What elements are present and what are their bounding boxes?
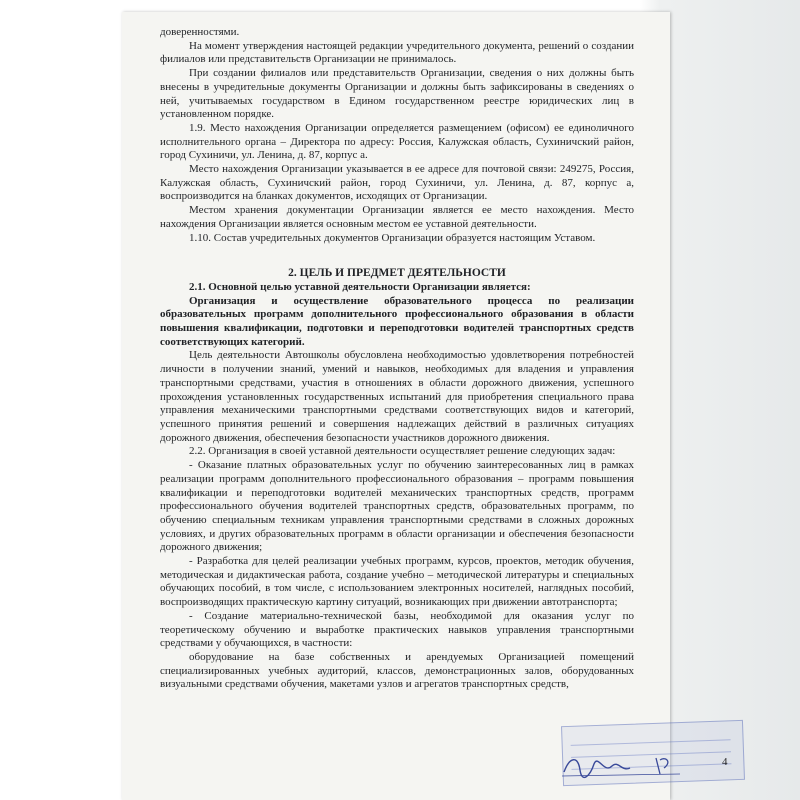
task-methodology: - Разработка для целей реализации учебных программ, курсов, проектов, методик обучения, методическая и дидактическая работа, создание учебно – методической литературы и специальных обучающих пособий, в том числе, с использованием электронных носителей, наглядных пособий, воспроизводящих практическую картину ситуаций, возникающих при движении автотранспорта; <box>160 555 634 609</box>
clause-1-10: 1.10. Состав учредительных документов Организации образуется настоящим Уставом. <box>189 231 596 244</box>
paragraph-postal-address: Место нахождения Организации указывается в ее адресе для почтовой связи: 249275, Россия, Калужская область, Сухиничский район, город Сухиничи, ул. Ленина, д. 87, корпус а, воспроизводится на бланках документов, исходящих от Организации. <box>160 163 634 203</box>
paragraph-document-storage: Местом хранения документации Организации является ее место нахождения. Место нахождения Организации является основным местом ее уставной деятельности. <box>160 204 634 230</box>
clause-1-9: 1.9. Место нахождения Организации определяется размещением (офисом) ее единоличного исполнительного органа – Директора по адресу: Россия, Калужская область, Сухиничский район, город Сухиничи, ул. Ленина, д. 87, корпус а. <box>160 121 634 162</box>
clause-2-1-goal: Организация и осуществление образовательного процесса по реализации образовательных программ дополнительного профессионального образования в области повышения квалификации, подготовки и переподготовки водителей транспортных средств соответствующих категорий. <box>160 294 634 348</box>
paragraph-goal-explanation: Цель деятельности Автошколы обусловлена необходимостью удовлетворения потребностей личности в получении знаний, умений и навыков, необходимых для владения и управления транспортными средствами, участия в отношениях в области дорожного движения, успешного прохождения установленных государственных испытаний для приобретения специального права управления механическими транспортными средствами соответствующих видов и категорий, успешного принятия решений и совершения надлежащих действий в различных ситуациях дорожного движения, обеспечения безопасности участников дорожного движения. <box>160 349 634 444</box>
task-paid-services: - Оказание платных образовательных услуг по обучению заинтересованных лиц в рамках реализации программ дополнительного профессионального образования – программ повышения квалификации и переподготовки водителей механических транспортных средств, программ профессионального обучения водителей транспортных средств, образовательных программ, по обучению специальным техникам управления транспортными средствами в сложных дорожных условиях, и других образовательных программ в области организации и обеспечения безопасности дорожного движения; <box>160 459 634 554</box>
paragraph-equipment: оборудование на базе собственных и арендуемых Организацией помещений специализированных учебных аудиторий, классов, демонстрационных залов, оборудованных визуальными средствами обучения, макетами узлов и агрегатов транспортных средств, <box>160 650 634 691</box>
clause-2-2: 2.2. Организация в своей уставной деятельности осуществляет решение следующих задач: <box>189 445 616 458</box>
document-page <box>122 12 728 800</box>
task-material-base: - Создание материально-технической базы, необходимой для оказания услуг по теоретическому обучению и выработке практических навыков управления транспортными средствами у обучающихся, в частности: <box>160 609 634 650</box>
clause-2-1-heading: 2.1. Основной целью уставной деятельности Организации является: <box>189 280 531 293</box>
paragraph-branches-none: На момент утверждения настоящей редакции учредительного документа, решений о создании филиалов или представительств Организации не принималось. <box>160 39 634 66</box>
page-number: 4 <box>722 756 728 768</box>
section-title: 2. ЦЕЛЬ И ПРЕДМЕТ ДЕЯТЕЛЬНОСТИ <box>288 267 506 280</box>
handwritten-signature <box>560 750 690 780</box>
paragraph-branches-registration: При создании филиалов или представительств Организации, сведения о них должны быть внесены в учредительные документы Организации и должны быть зафиксированы в сведениях о ней, учитываемых государством в Едином государственном реестре юридических лиц в установленном порядке. <box>160 67 634 121</box>
page-content <box>160 26 634 692</box>
paragraph-continuation: доверенностями. <box>160 26 240 38</box>
